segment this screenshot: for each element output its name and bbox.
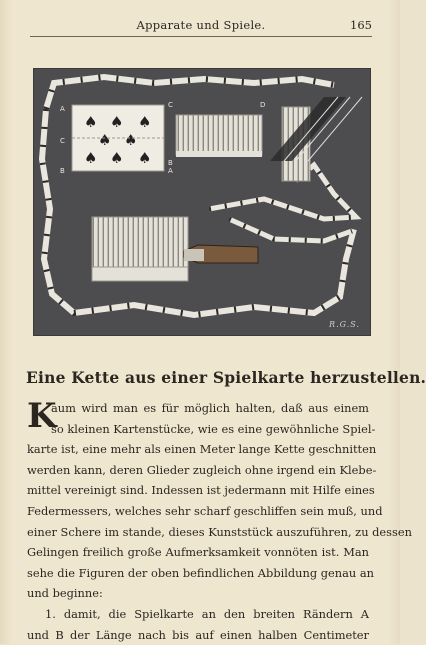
svg-text:♠: ♠: [84, 149, 98, 167]
label-c-top: C: [168, 101, 173, 109]
label-d: D: [260, 101, 266, 109]
svg-text:♠: ♠: [124, 131, 138, 149]
comb-with-knife: [92, 217, 258, 281]
label-a-right: A: [168, 167, 173, 175]
chain-illustration: [34, 69, 370, 335]
label-b-left: B: [60, 167, 65, 175]
step-line: und B der Länge nach bis auf einen halben Centimeter: [27, 627, 369, 642]
cut-card: [176, 115, 262, 157]
label-c-left: C: [60, 137, 65, 145]
drop-cap: K: [27, 396, 57, 436]
svg-text:♠: ♠: [138, 149, 152, 167]
running-head: [30, 14, 372, 37]
text-line: werden kann, deren Glieder zugleich ohne irgend ein Klebe-: [27, 462, 377, 477]
text-line: karte ist, eine mehr als einen Meter lange Kette geschnitten: [27, 442, 377, 457]
illustration: [33, 68, 371, 336]
page-number: 165: [350, 18, 372, 32]
artist-signature: R.G.S.: [329, 320, 360, 329]
text-line: aum wird man es für möglich halten, daß aus einem: [51, 401, 369, 415]
step-line: 1. damit, die Spielkarte an den breiten Rändern A: [45, 606, 369, 621]
text-line: einer Schere im stande, dieses Kunststück auszuführen, zu dessen: [27, 524, 412, 539]
playing-card: [72, 105, 164, 171]
text-line: sehe die Figuren der oben befindlichen Abbildung genau an: [27, 565, 375, 580]
svg-text:♠: ♠: [98, 131, 112, 149]
label-a-left: A: [60, 105, 65, 113]
svg-text:♠: ♠: [138, 113, 152, 131]
svg-text:♠: ♠: [110, 149, 124, 167]
svg-text:♠: ♠: [110, 113, 124, 131]
section-heading: Eine Kette aus einer Spielkarte herzustellen.: [26, 368, 426, 387]
text-line: so kleinen Kartenstücke, wie es eine gewöhnliche Spiel-: [51, 421, 376, 436]
svg-text:♠: ♠: [84, 113, 98, 131]
label-b-right: B: [168, 159, 173, 167]
text-line: Federmessers, welches sehr scharf geschliffen sein muß, und: [27, 503, 383, 518]
running-title: Apparate und Spiele.: [136, 18, 266, 32]
text-line: Gelingen freilich große Aufmerksamkeit vonnöten ist. Man: [27, 545, 369, 560]
body-text: [27, 396, 412, 645]
text-line: mittel vereinigt sind. Indessen ist jedermann mit Hilfe eines: [27, 483, 375, 498]
text-line: und beginne:: [27, 586, 103, 601]
